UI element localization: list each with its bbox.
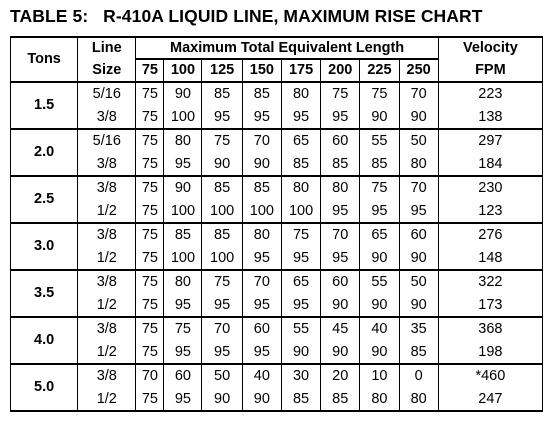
length-value-cell: 80 (399, 388, 438, 411)
length-value-cell: 0 (399, 364, 438, 388)
length-value-cell: 75 (136, 176, 164, 200)
line-size-cell: 3/8 (78, 364, 136, 388)
length-value-cell: 95 (164, 153, 202, 176)
length-value-cell: 85 (281, 388, 320, 411)
length-value-cell: 80 (281, 176, 320, 200)
length-value-cell: 90 (321, 341, 360, 364)
line-size-cell: 3/8 (78, 270, 136, 294)
length-value-cell: 95 (281, 247, 320, 270)
length-value-cell: 80 (164, 129, 202, 153)
rise-chart-table (10, 36, 543, 412)
length-value-cell: 90 (202, 388, 242, 411)
table-row (11, 341, 543, 364)
line-size-cell: 5/16 (78, 82, 136, 106)
length-value-cell: 95 (164, 294, 202, 317)
length-value-cell: 95 (360, 200, 399, 223)
length-value-cell: 90 (164, 82, 202, 106)
table-row (11, 200, 543, 223)
velocity-cell: 123 (438, 200, 542, 223)
header-max-length: Maximum Total Equivalent Length (136, 37, 438, 59)
length-value-cell: 95 (202, 106, 242, 129)
length-value-cell: 45 (321, 317, 360, 341)
length-value-cell: 90 (360, 106, 399, 129)
length-value-cell: 55 (360, 270, 399, 294)
length-value-cell: 100 (164, 200, 202, 223)
length-value-cell: 100 (202, 247, 242, 270)
length-value-cell: 75 (136, 129, 164, 153)
header-length-100: 100 (164, 59, 202, 82)
tons-cell: 3.0 (11, 223, 78, 270)
length-value-cell: 70 (399, 176, 438, 200)
length-value-cell: 30 (281, 364, 320, 388)
length-value-cell: 90 (399, 247, 438, 270)
length-value-cell: 60 (242, 317, 281, 341)
length-value-cell: 75 (136, 223, 164, 247)
length-value-cell: 100 (164, 106, 202, 129)
length-value-cell: 95 (321, 247, 360, 270)
length-value-cell: 75 (136, 388, 164, 411)
length-value-cell: 70 (399, 82, 438, 106)
length-value-cell: 95 (242, 341, 281, 364)
header-line-size-top: Line (78, 37, 136, 59)
line-size-cell: 1/2 (78, 200, 136, 223)
length-value-cell: 80 (164, 270, 202, 294)
length-value-cell: 75 (136, 82, 164, 106)
length-value-cell: 75 (202, 129, 242, 153)
length-value-cell: 90 (399, 106, 438, 129)
header-length-125: 125 (202, 59, 242, 82)
length-value-cell: 85 (242, 176, 281, 200)
line-size-cell: 1/2 (78, 247, 136, 270)
length-value-cell: 75 (321, 82, 360, 106)
length-value-cell: 40 (360, 317, 399, 341)
length-value-cell: 95 (242, 247, 281, 270)
length-value-cell: 85 (281, 153, 320, 176)
length-value-cell: 65 (360, 223, 399, 247)
line-size-cell: 3/8 (78, 106, 136, 129)
table-row (11, 270, 543, 294)
velocity-cell: 297 (438, 129, 542, 153)
velocity-cell: 148 (438, 247, 542, 270)
header-length-150: 150 (242, 59, 281, 82)
length-value-cell: 90 (242, 388, 281, 411)
table-row (11, 388, 543, 411)
tons-cell: 2.5 (11, 176, 78, 223)
length-value-cell: 100 (202, 200, 242, 223)
length-value-cell: 95 (164, 341, 202, 364)
length-value-cell: 95 (242, 294, 281, 317)
length-value-cell: 90 (360, 247, 399, 270)
length-value-cell: 65 (281, 270, 320, 294)
table-row (11, 317, 543, 341)
table-row (11, 106, 543, 129)
tons-cell: 2.0 (11, 129, 78, 176)
length-value-cell: 70 (242, 270, 281, 294)
length-value-cell: 90 (360, 294, 399, 317)
velocity-cell: *460 (438, 364, 542, 388)
length-value-cell: 75 (136, 153, 164, 176)
length-value-cell: 100 (242, 200, 281, 223)
line-size-cell: 3/8 (78, 317, 136, 341)
length-value-cell: 100 (164, 247, 202, 270)
length-value-cell: 90 (202, 153, 242, 176)
tons-cell: 5.0 (11, 364, 78, 411)
length-value-cell: 80 (399, 153, 438, 176)
header-length-225: 225 (360, 59, 399, 82)
length-value-cell: 95 (281, 106, 320, 129)
length-value-cell: 70 (202, 317, 242, 341)
length-value-cell: 75 (281, 223, 320, 247)
length-value-cell: 10 (360, 364, 399, 388)
velocity-cell: 230 (438, 176, 542, 200)
length-value-cell: 90 (399, 294, 438, 317)
length-value-cell: 90 (360, 341, 399, 364)
length-value-cell: 95 (321, 200, 360, 223)
length-value-cell: 80 (242, 223, 281, 247)
table-row (11, 364, 543, 388)
tons-cell: 1.5 (11, 82, 78, 129)
length-value-cell: 85 (202, 176, 242, 200)
table-row (11, 176, 543, 200)
header-velocity-bottom: FPM (438, 59, 542, 82)
velocity-cell: 368 (438, 317, 542, 341)
header-tons: Tons (11, 37, 78, 82)
length-value-cell: 75 (136, 270, 164, 294)
length-value-cell: 75 (136, 294, 164, 317)
length-value-cell: 85 (242, 82, 281, 106)
length-value-cell: 75 (136, 317, 164, 341)
length-value-cell: 75 (360, 176, 399, 200)
table-body (11, 82, 543, 411)
length-value-cell: 50 (399, 270, 438, 294)
velocity-cell: 138 (438, 106, 542, 129)
length-value-cell: 50 (202, 364, 242, 388)
length-value-cell: 95 (202, 341, 242, 364)
line-size-cell: 1/2 (78, 294, 136, 317)
velocity-cell: 276 (438, 223, 542, 247)
length-value-cell: 60 (399, 223, 438, 247)
velocity-cell: 247 (438, 388, 542, 411)
length-value-cell: 70 (321, 223, 360, 247)
length-value-cell: 90 (321, 294, 360, 317)
length-value-cell: 90 (242, 153, 281, 176)
table-row (11, 223, 543, 247)
length-value-cell: 75 (202, 270, 242, 294)
table-row (11, 247, 543, 270)
header-length-200: 200 (321, 59, 360, 82)
length-value-cell: 60 (164, 364, 202, 388)
length-value-cell: 80 (281, 82, 320, 106)
length-value-cell: 55 (281, 317, 320, 341)
length-value-cell: 95 (242, 106, 281, 129)
length-value-cell: 90 (281, 341, 320, 364)
velocity-cell: 184 (438, 153, 542, 176)
length-value-cell: 85 (321, 153, 360, 176)
line-size-cell: 3/8 (78, 153, 136, 176)
header-line-size-bottom: Size (78, 59, 136, 82)
length-value-cell: 90 (164, 176, 202, 200)
table-row (11, 82, 543, 106)
length-value-cell: 100 (281, 200, 320, 223)
length-value-cell: 85 (164, 223, 202, 247)
length-value-cell: 70 (242, 129, 281, 153)
length-value-cell: 75 (136, 106, 164, 129)
table-row (11, 294, 543, 317)
velocity-cell: 322 (438, 270, 542, 294)
velocity-cell: 223 (438, 82, 542, 106)
length-value-cell: 75 (136, 200, 164, 223)
length-value-cell: 40 (242, 364, 281, 388)
length-value-cell: 85 (399, 341, 438, 364)
header-length-175: 175 (281, 59, 320, 82)
line-size-cell: 1/2 (78, 388, 136, 411)
header-velocity-top: Velocity (438, 37, 542, 59)
length-value-cell: 65 (281, 129, 320, 153)
length-value-cell: 75 (136, 247, 164, 270)
tons-cell: 4.0 (11, 317, 78, 364)
velocity-cell: 198 (438, 341, 542, 364)
length-value-cell: 70 (136, 364, 164, 388)
table-row (11, 153, 543, 176)
length-value-cell: 75 (136, 341, 164, 364)
line-size-cell: 1/2 (78, 341, 136, 364)
length-value-cell: 95 (399, 200, 438, 223)
line-size-cell: 5/16 (78, 129, 136, 153)
length-value-cell: 55 (360, 129, 399, 153)
table-row (11, 129, 543, 153)
length-value-cell: 85 (202, 82, 242, 106)
length-value-cell: 35 (399, 317, 438, 341)
length-value-cell: 95 (164, 388, 202, 411)
length-value-cell: 60 (321, 129, 360, 153)
length-value-cell: 20 (321, 364, 360, 388)
line-size-cell: 3/8 (78, 176, 136, 200)
table-title: TABLE 5: R-410A LIQUID LINE, MAXIMUM RISE CHART (10, 6, 483, 26)
header-length-75: 75 (136, 59, 164, 82)
length-value-cell: 95 (321, 106, 360, 129)
line-size-cell: 3/8 (78, 223, 136, 247)
velocity-cell: 173 (438, 294, 542, 317)
length-value-cell: 75 (360, 82, 399, 106)
length-value-cell: 80 (360, 388, 399, 411)
length-value-cell: 85 (202, 223, 242, 247)
length-value-cell: 85 (321, 388, 360, 411)
tons-cell: 3.5 (11, 270, 78, 317)
length-value-cell: 95 (202, 294, 242, 317)
length-value-cell: 60 (321, 270, 360, 294)
header-length-250: 250 (399, 59, 438, 82)
length-value-cell: 85 (360, 153, 399, 176)
length-value-cell: 75 (164, 317, 202, 341)
length-value-cell: 80 (321, 176, 360, 200)
length-value-cell: 50 (399, 129, 438, 153)
length-value-cell: 95 (281, 294, 320, 317)
